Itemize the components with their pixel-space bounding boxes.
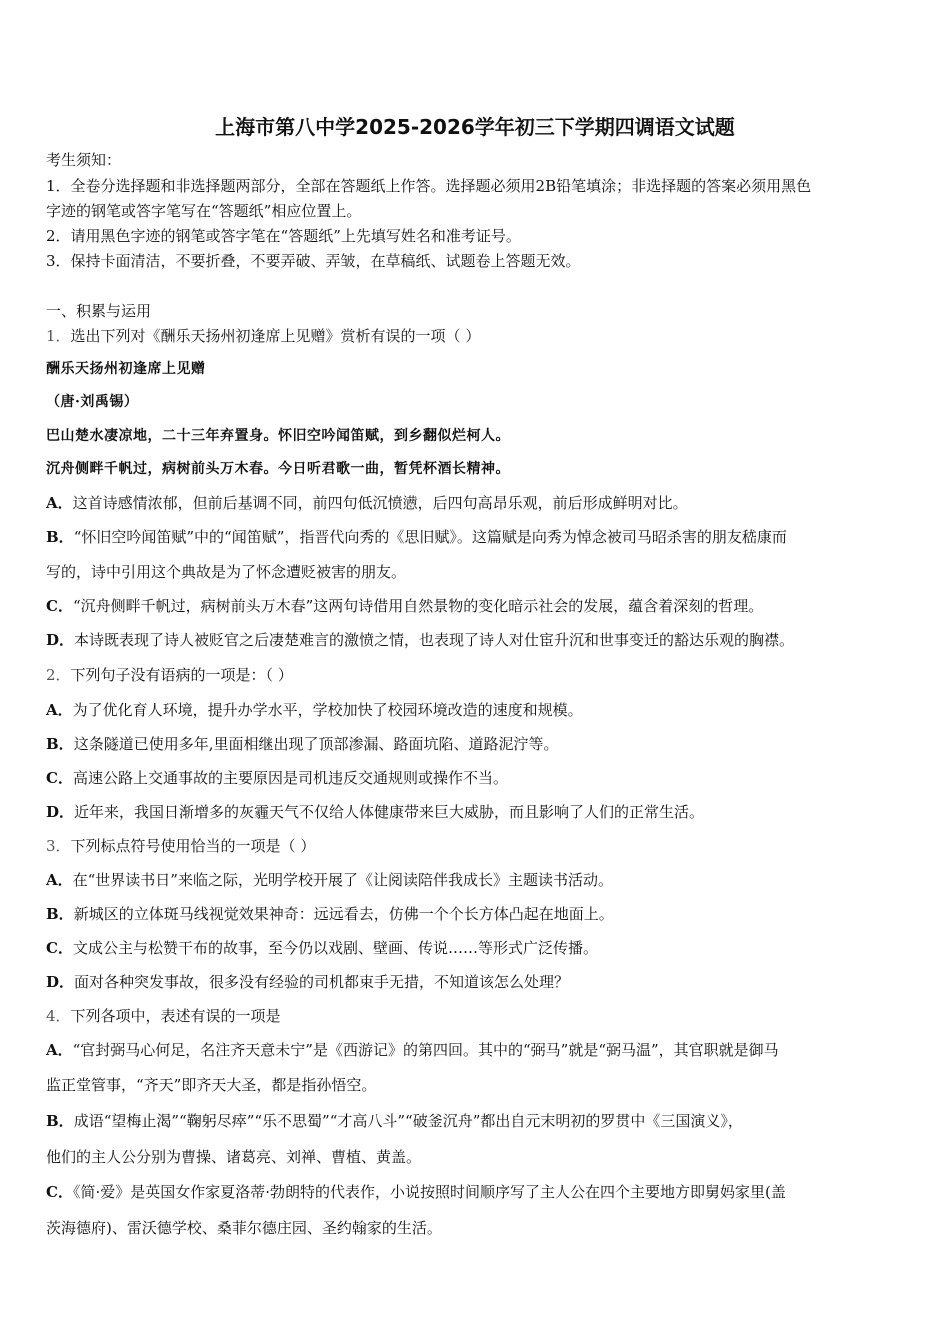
option-letter: C．: [46, 1183, 73, 1201]
option-letter: A．: [46, 1041, 73, 1059]
option-text: “沉舟侧畔千帆过，病树前头万木春”这两句诗借用自然景物的变化暗示社会的发展，蕴含着深刻的哲理。: [72, 597, 764, 615]
option-text: 本诗既表现了诗人被贬官之后凄楚难言的激愤之情，也表现了诗人对仕宦升沉和世事变迁的豁达乐观的胸襟。: [74, 631, 795, 649]
option-d: [46, 802, 704, 822]
option-a: [46, 493, 688, 513]
poem-line: 沉舟侧畔千帆过，病树前头万木春。今日听君歌一曲，暂凭杯酒长精神。: [46, 461, 510, 477]
option-text: 这条隧道已使用多年,里面相继出现了顶部渗漏、路面坑陷、道路泥泞等。: [73, 735, 559, 753]
option-letter: C．: [46, 597, 73, 615]
option-b-cont: 写的，诗中引用这个典故是为了怀念遭贬被害的朋友。: [46, 563, 407, 581]
option-text: 这首诗感情浓郁，但前后基调不同，前四句低沉愤懑，后四句高昂乐观，前后形成鲜明对比。: [72, 494, 688, 512]
option-a: [46, 700, 583, 720]
option-letter: B．: [46, 1112, 74, 1130]
poem-title: 酬乐天扬州初逢席上见赠: [46, 361, 206, 377]
question-text: 选出下列对《酬乐天扬州初逢席上见赠》赏析有误的一项（ ）: [70, 327, 481, 345]
question-stem: [46, 665, 293, 685]
question-text: 下列标点符号使用恰当的一项是（ ）: [70, 837, 316, 855]
option-letter: D．: [46, 973, 75, 991]
option-text: 文成公主与松赞干布的故事，至今仍以戏剧、壁画、传说……等形式广泛传播。: [72, 939, 598, 957]
section-heading: 一、积累与运用: [46, 302, 152, 320]
option-b: [46, 904, 614, 924]
option-letter: B．: [46, 735, 74, 753]
option-letter: C．: [46, 769, 73, 787]
option-a-cont: 监正堂管事，“齐天”即齐天大圣，都是指孙悟空。: [46, 1076, 377, 1094]
question-stem: [46, 836, 315, 856]
option-c: [46, 1182, 786, 1202]
option-c: [46, 768, 508, 788]
question-number: 1．: [46, 327, 71, 345]
question-stem: [46, 1006, 281, 1026]
option-letter: B．: [46, 905, 74, 923]
option-c: [46, 938, 598, 958]
option-a: [46, 870, 613, 890]
option-b: [46, 734, 558, 754]
option-letter: B．: [46, 528, 74, 546]
option-text: 在“世界读书日”来临之际，光明学校开展了《让阅读陪伴我成长》主题读书活动。: [72, 871, 613, 889]
option-text: 高速公路上交通事故的主要原因是司机违反交通规则或操作不当。: [72, 769, 508, 787]
option-letter: A．: [46, 871, 73, 889]
option-letter: C．: [46, 939, 73, 957]
option-text: 新城区的立体斑马线视觉效果神奇：远远看去，仿佛一个个长方体凸起在地面上。: [73, 905, 614, 923]
option-text: “官封弼马心何足，名注齐天意未宁”是《西游记》的第四回。其中的“弼马”就是“弼马温”，其官职就是御马: [72, 1041, 779, 1059]
option-text: 成语“望梅止渴”“鞠躬尽瘁”“乐不思蜀”“才高八斗”“破釜沉舟”都出自元末明初的罗贯中《三国演义》，: [73, 1112, 743, 1130]
option-b: [46, 527, 787, 547]
option-text: 近年来，我国日渐增多的灰霾天气不仅给人体健康带来巨大威胁，而且影响了人们的正常生活。: [74, 803, 705, 821]
option-a: [46, 1040, 779, 1060]
question-number: 2．: [46, 666, 71, 684]
option-letter: A．: [46, 494, 73, 512]
option-letter: D．: [46, 631, 75, 649]
option-letter: D．: [46, 803, 75, 821]
notice-item: 2．请用黑色字迹的钢笔或答字笔在“答题纸”上先填写姓名和准考证号。: [46, 227, 521, 245]
notice-item: 字迹的钢笔或答字笔写在“答题纸”相应位置上。: [46, 202, 362, 220]
notice-item: 1．全卷分选择题和非选择题两部分，全部在答题纸上作答。选择题必须用2B铅笔填涂；非选择题的答案必须用黑色: [46, 177, 812, 195]
option-text: 为了优化育人环境，提升办学水平，学校加快了校园环境改造的速度和规模。: [72, 701, 583, 719]
question-text: 下列句子没有语病的一项是：（ ）: [70, 666, 293, 684]
question-number: 4．: [46, 1007, 71, 1025]
poem-line: 巴山楚水凄凉地，二十三年弃置身。怀旧空吟闻笛赋，到乡翻似烂柯人。: [46, 428, 510, 444]
poem-author: （唐·刘禹锡）: [46, 394, 139, 410]
notice-heading: 考生须知：: [46, 151, 122, 169]
option-letter: A．: [46, 701, 73, 719]
page-title: 上海市第八中学2025-2026学年初三下学期四调语文试题: [215, 115, 735, 139]
option-b-cont: 他们的主人公分别为曹操、诸葛亮、刘禅、曹植、黄盖。: [46, 1148, 422, 1166]
option-d: [46, 630, 794, 650]
question-number: 3．: [46, 837, 71, 855]
option-d: [46, 972, 569, 992]
option-b: [46, 1111, 743, 1131]
option-text: 面对各种突发事故，很多没有经验的司机都束手无措，不知道该怎么处理？: [74, 973, 570, 991]
option-text: 《简·爱》是英国女作家夏洛蒂·勃朗特的代表作，小说按照时间顺序写了主人公在四个主要地方即舅妈家里(盖: [72, 1183, 786, 1201]
option-c: [46, 596, 763, 616]
option-c-cont: 茨海德府)、雷沃德学校、桑菲尔德庄园、圣约翰家的生活。: [46, 1219, 442, 1237]
question-text: 下列各项中，表述有误的一项是: [70, 1007, 281, 1025]
question-stem: [46, 326, 480, 346]
option-text: “怀旧空吟闻笛赋”中的“闻笛赋”，指晋代向秀的《思旧赋》。这篇赋是向秀为悼念被司马昭杀害的朋友嵇康而: [73, 528, 787, 546]
notice-item: 3．保持卡面清洁，不要折叠，不要弄破、弄皱，在草稿纸、试题卷上答题无效。: [46, 252, 581, 270]
